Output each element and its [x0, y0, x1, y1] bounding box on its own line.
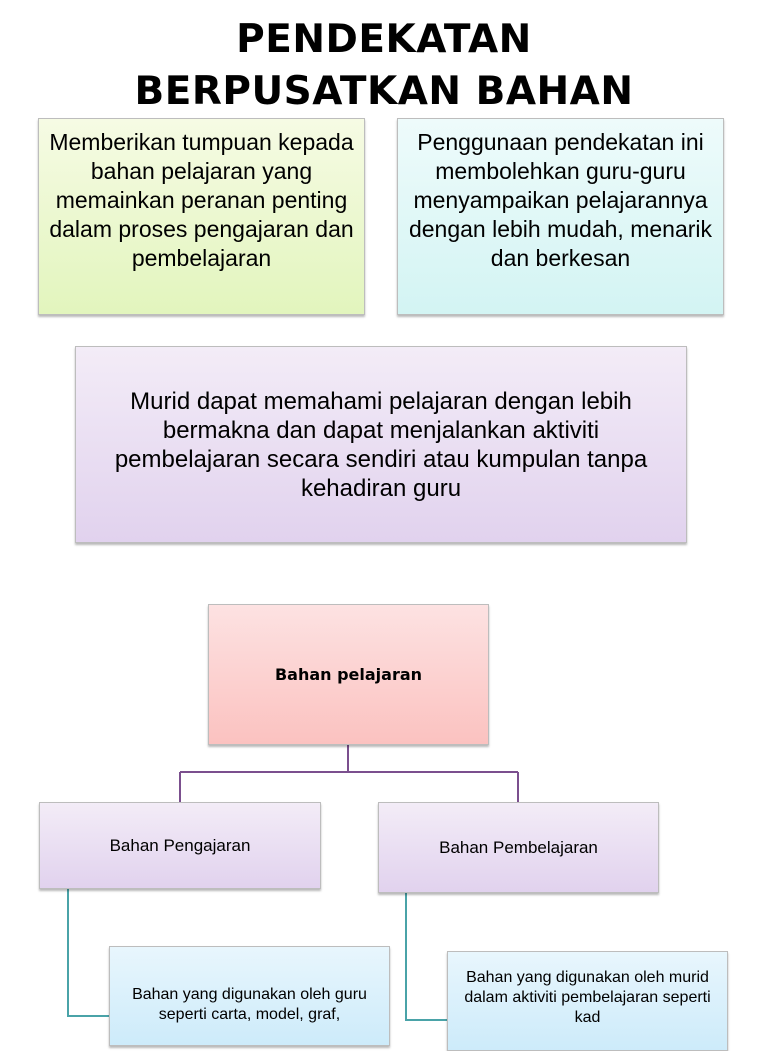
guru-bahan-node — [109, 946, 390, 1046]
left-leaf-connector — [68, 889, 109, 1016]
bahan-pengajaran-node — [39, 802, 321, 889]
guru-bahan-text: Bahan yang digunakan oleh guru seperti carta, model, graf, — [132, 986, 367, 1023]
bahan-pembelajaran-label: Bahan Pembelajaran — [439, 837, 598, 857]
right-leaf-connector — [406, 893, 447, 1020]
murid-bahan-text: Bahan yang digunakan oleh murid dalam aktiviti pembelajaran seperti kad — [464, 969, 711, 1026]
bahan-pengajaran-label: Bahan Pengajaran — [109, 835, 251, 855]
bahan-pembelajaran-node — [378, 802, 659, 893]
bahan-pelajaran-label: Bahan pelajaran — [274, 665, 423, 684]
tumpuan-text: Memberikan tumpuan kepada bahan pelajaran yang memainkan peranan penting dalam proses pengajaran dan pembelajaran — [49, 129, 354, 271]
murid-bahan-node — [447, 951, 728, 1051]
bahan-pelajaran-node — [208, 604, 489, 745]
title-line-2: BERPUSATKAN BAHAN — [134, 69, 634, 114]
title-line-1: PENDEKATAN — [236, 17, 532, 62]
penggunaan-text: Penggunaan pendekatan ini membolehkan guru-guru menyampaikan pelajarannya dengan lebih mudah, menarik dan berkesan — [408, 129, 713, 271]
murid-text: Murid dapat memahami pelajaran dengan lebih bermakna dan dapat menjalankan aktiviti pembelajaran secara sendiri atau kumpulan tanpa kehadiran guru — [114, 387, 648, 502]
